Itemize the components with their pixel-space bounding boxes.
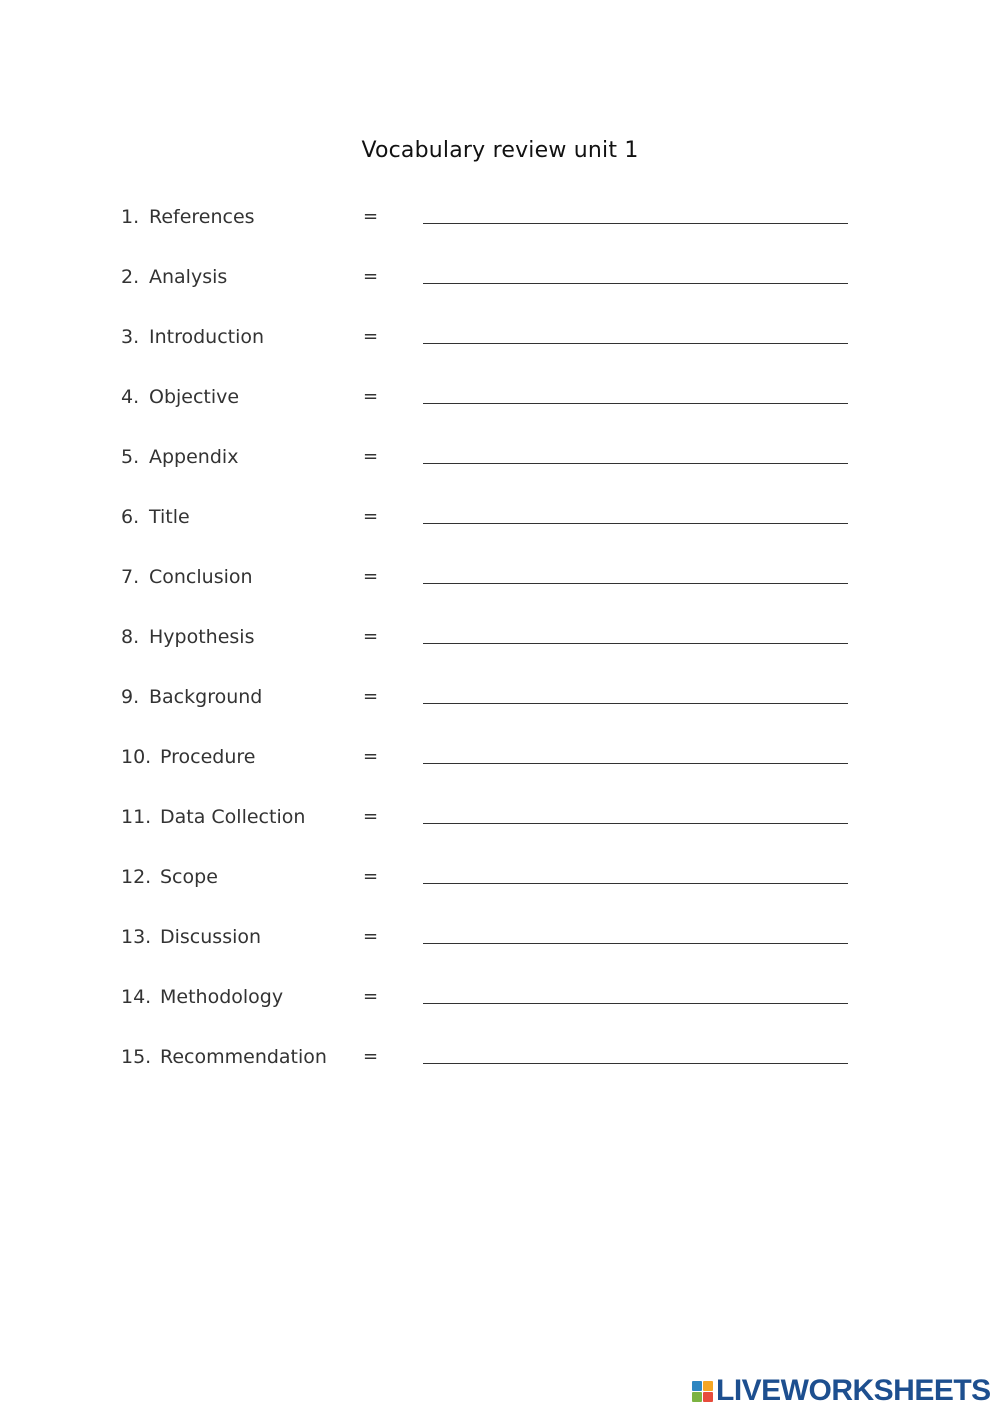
item-term: Introduction — [149, 326, 265, 348]
equals-sign: = — [363, 566, 379, 587]
list-item — [121, 562, 861, 592]
list-item — [121, 1042, 861, 1072]
equals-sign: = — [363, 926, 379, 947]
equals-sign: = — [363, 506, 379, 527]
equals-sign: = — [363, 446, 379, 467]
item-number: 1. — [121, 206, 140, 228]
item-number: 3. — [121, 326, 140, 348]
item-number: 9. — [121, 686, 140, 708]
item-number: 5. — [121, 446, 140, 468]
item-term: Recommendation — [160, 1046, 327, 1068]
answer-field[interactable] — [423, 1042, 848, 1064]
answer-field[interactable] — [423, 862, 848, 884]
list-item — [121, 982, 861, 1012]
list-item — [121, 742, 861, 772]
item-number: 8. — [121, 626, 140, 648]
item-term: Discussion — [160, 926, 262, 948]
equals-sign: = — [363, 746, 379, 767]
list-item — [121, 502, 861, 532]
equals-sign: = — [363, 686, 379, 707]
item-term: Procedure — [160, 746, 256, 768]
equals-sign: = — [363, 626, 379, 647]
worksheet-title: Vocabulary review unit 1 — [361, 138, 639, 163]
list-item — [121, 262, 861, 292]
item-number: 15. — [121, 1046, 152, 1068]
answer-field[interactable] — [423, 682, 848, 704]
answer-field[interactable] — [423, 202, 848, 224]
answer-field[interactable] — [423, 442, 848, 464]
list-item — [121, 802, 861, 832]
item-number: 14. — [121, 986, 152, 1008]
list-item — [121, 442, 861, 472]
logo-mark-tile — [703, 1381, 713, 1391]
answer-field[interactable] — [423, 562, 848, 584]
item-number: 13. — [121, 926, 152, 948]
equals-sign: = — [363, 806, 379, 827]
item-term: Data Collection — [160, 806, 306, 828]
answer-field[interactable] — [423, 322, 848, 344]
answer-field[interactable] — [423, 802, 848, 824]
answer-field[interactable] — [423, 262, 848, 284]
item-term: Scope — [160, 866, 218, 888]
answer-field[interactable] — [423, 922, 848, 944]
equals-sign: = — [363, 206, 379, 227]
equals-sign: = — [363, 866, 379, 887]
item-term: Conclusion — [149, 566, 253, 588]
answer-field[interactable] — [423, 982, 848, 1004]
liveworksheets-logo — [692, 1374, 991, 1408]
item-term: Title — [149, 506, 190, 528]
equals-sign: = — [363, 266, 379, 287]
logo-mark-tile — [692, 1392, 702, 1402]
item-term: Appendix — [149, 446, 239, 468]
item-term: Background — [149, 686, 263, 708]
answer-field[interactable] — [423, 382, 848, 404]
answer-field[interactable] — [423, 502, 848, 524]
item-number: 4. — [121, 386, 140, 408]
item-term: Methodology — [160, 986, 284, 1008]
equals-sign: = — [363, 326, 379, 347]
answer-field[interactable] — [423, 742, 848, 764]
item-term: References — [149, 206, 255, 228]
logo-text: LIVEWORKSHEETS — [716, 1374, 991, 1407]
equals-sign: = — [363, 1046, 379, 1067]
logo-mark-icon — [692, 1381, 713, 1402]
item-number: 7. — [121, 566, 140, 588]
list-item — [121, 202, 861, 232]
list-item — [121, 682, 861, 712]
logo-mark-tile — [703, 1392, 713, 1402]
item-term: Objective — [149, 386, 240, 408]
logo-mark-tile — [692, 1381, 702, 1391]
equals-sign: = — [363, 986, 379, 1007]
equals-sign: = — [363, 386, 379, 407]
list-item — [121, 382, 861, 412]
item-number: 12. — [121, 866, 152, 888]
item-term: Hypothesis — [149, 626, 255, 648]
list-item — [121, 322, 861, 352]
item-number: 6. — [121, 506, 140, 528]
answer-field[interactable] — [423, 622, 848, 644]
item-number: 11. — [121, 806, 152, 828]
list-item — [121, 862, 861, 892]
item-number: 2. — [121, 266, 140, 288]
list-item — [121, 622, 861, 652]
item-number: 10. — [121, 746, 152, 768]
list-item — [121, 922, 861, 952]
item-term: Analysis — [149, 266, 228, 288]
